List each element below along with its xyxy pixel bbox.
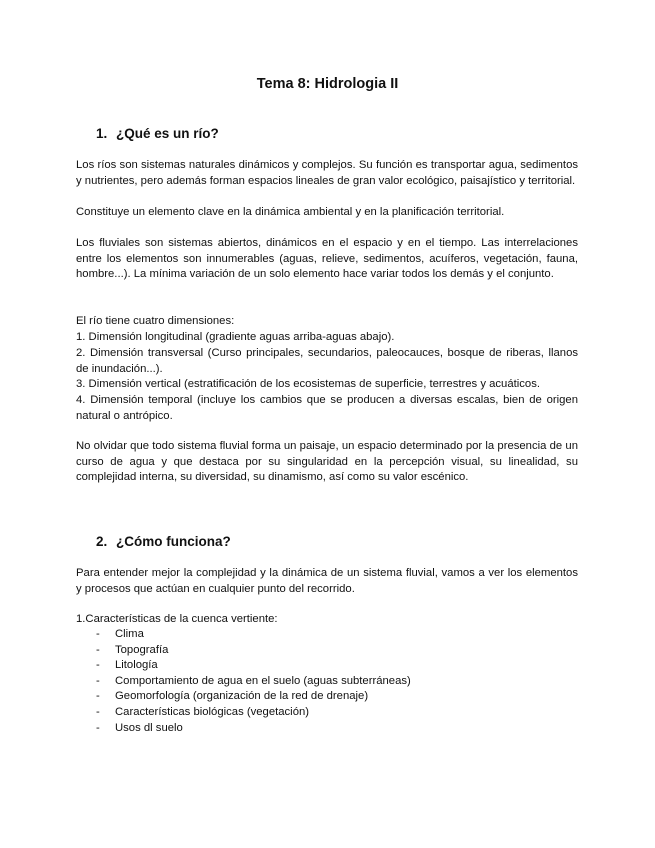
dimension-3 — [76, 377, 578, 393]
section-1-paragraph-1b — [76, 205, 578, 221]
list-item-text: Comportamiento de agua en el suelo (aguas subterráneas) — [115, 674, 411, 687]
list-item — [76, 643, 578, 659]
bullet-dash: - — [96, 628, 100, 640]
list-item — [76, 705, 578, 721]
list-item-text: Geomorfología (organización de la red de drenaje) — [115, 690, 369, 703]
section-2-heading-text: ¿Cómo funciona? — [116, 534, 231, 549]
bullet-dash: - — [96, 721, 100, 734]
paragraph-text: 1. Dimensión longitudinal (gradiente aguas arriba-aguas abajo). — [76, 331, 395, 343]
dimension-1 — [76, 330, 578, 346]
section-1-paragraph-2 — [76, 236, 578, 283]
list-intro — [76, 612, 578, 628]
list-item — [76, 627, 578, 643]
paragraph-text: 1.Características de la cuenca vertiente: — [76, 613, 278, 625]
section-1-heading — [96, 126, 219, 141]
paragraph-text: 2. Dimensión transversal (Curso principales, secundarios, paleocauces, bosque de riberas, llanos de inundación...). — [76, 347, 578, 375]
section-1-heading-text: ¿Qué es un río? — [116, 126, 219, 141]
list-item — [76, 689, 578, 705]
list-item — [76, 674, 578, 690]
list-item-text: Litología — [115, 659, 158, 672]
bullet-dash: - — [96, 705, 100, 718]
bullet-dash: - — [96, 659, 100, 672]
dimension-4 — [76, 393, 578, 424]
list-item-text: Topografía — [115, 643, 169, 656]
paragraph-text: Los ríos son sistemas naturales dinámicos y complejos. Su función es transportar agua, sedimentos y nutrientes, pero además forman espacios lineales de gran valor ecológico, paisajístico y territorial. — [76, 159, 578, 187]
list-item — [76, 658, 578, 674]
section-2-heading — [96, 534, 231, 549]
paragraph-text: Constituye un elemento clave en la dinámica ambiental y en la planificación territorial. — [76, 206, 505, 218]
section-1-paragraph-1 — [76, 158, 578, 189]
dimension-2 — [76, 346, 578, 377]
bullet-dash: - — [96, 690, 100, 703]
section-2-number: 2. — [96, 534, 108, 549]
bullet-dash: - — [96, 674, 100, 687]
basin-characteristics-list — [76, 627, 578, 736]
paragraph-text: 4. Dimensión temporal (incluye los cambios que se producen a diversas escalas, bien de origen natural o antrópico. — [76, 394, 578, 422]
paragraph-text: El río tiene cuatro dimensiones: — [76, 315, 235, 327]
section-1-paragraph-3 — [76, 439, 578, 486]
section-1-number: 1. — [96, 126, 108, 141]
paragraph-text: Para entender mejor la complejidad y la dinámica de un sistema fluvial, vamos a ver los elementos y procesos que actúan en cualquier punto del recorrido. — [76, 567, 578, 595]
bullet-dash: - — [96, 643, 100, 656]
paragraph-text: 3. Dimensión vertical (estratificación de los ecosistemas de superficie, terrestres y acuáticos. — [76, 378, 540, 390]
list-item-text: Clima — [115, 628, 144, 640]
paragraph-text: No olvidar que todo sistema fluvial forma un paisaje, un espacio determinado por la presencia de un curso de agua y que destaca por su singularidad en la percepción visual, su linealidad, su complejidad interna, su diversidad, su dinamismo, así como su valor escénico. — [76, 440, 578, 484]
list-item — [76, 721, 578, 737]
list-item-text: Características biológicas (vegetación) — [115, 705, 310, 718]
paragraph-text: Los fluviales son sistemas abiertos, dinámicos en el espacio y en el tiempo. Las interrelaciones entre los elementos son innumerables (aguas, relieve, sedimentos, acuíferos, vegetación, fauna, hombre...). La mínima variación de un solo elemento hace variar todos los demás y el conjunto. — [76, 237, 578, 281]
section-2-paragraph-1 — [76, 566, 578, 597]
list-item-text: Usos dl suelo — [115, 721, 183, 734]
document-title: Tema 8: Hidrologia II — [256, 76, 399, 92]
dimensions-intro — [76, 314, 578, 330]
